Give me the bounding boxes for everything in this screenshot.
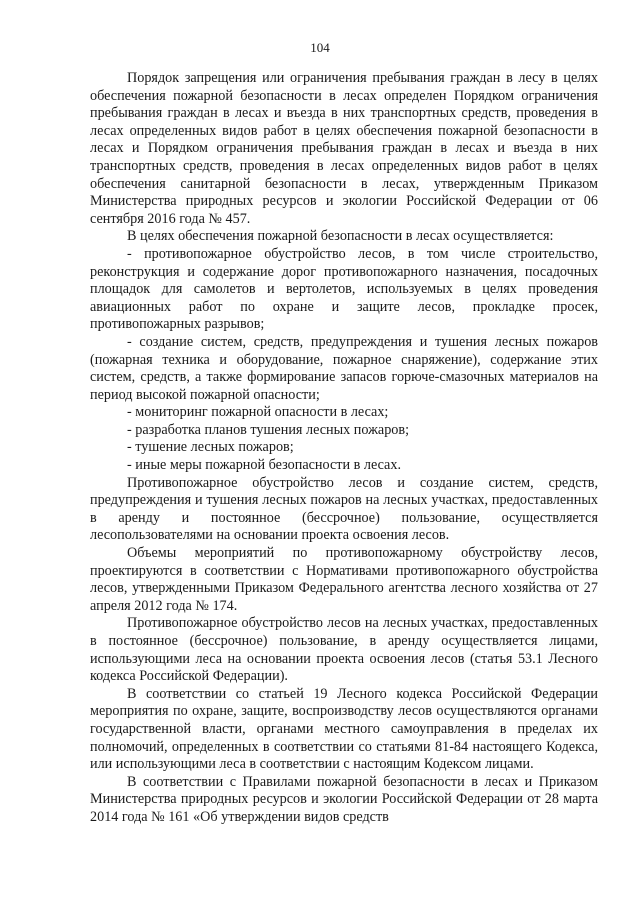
list-item: - иные меры пожарной безопасности в лесах. — [127, 457, 401, 474]
list-item: - мониторинг пожарной опасности в лесах; — [127, 404, 389, 421]
paragraph: Объемы мероприятий по противопожарному обустройству лесов, проектируются в соответствии с Нормативами противопожарного обустройства лесов, утвержденными Приказом Федерального агентства лесного хозяйства от 27 апреля 2012 года № 174. — [90, 545, 598, 614]
paragraph: В соответствии со статьей 19 Лесного кодекса Российской Федерации мероприятия по охране, защите, воспроизводству лесов осуществляются органами государственной власти, органами местного самоуправления в пределах их полномочий, определенных в соответствии со статьями 81-84 настоящего Кодекса, или использующими леса в соответствии с настоящим Кодексом лицами. — [90, 685, 598, 773]
paragraph: Порядок запрещения или ограничения пребывания граждан в лесу в целях обеспечения пожарной безопасности в лесах определен Порядком ограничения пребывания граждан в лесах и въезда в них транспортных средств, проведения в лесах определенных видов работ в целях обеспечения пожарной безопасности в лесах и Порядком ограничения пребывания граждан в лесах и въезда в них транспортных средств, проведения в лесах определенных видов работ в целях обеспечения санитарной безопасности в лесах, утвержденным Приказом Министерства природных ресурсов и экологии Российской Федерации от 06 сентября 2016 года № 457. — [90, 70, 598, 227]
paragraph: В целях обеспечения пожарной безопасности в лесах осуществляется: — [127, 228, 554, 245]
document-body — [90, 70, 598, 827]
paragraph: Противопожарное обустройство лесов на лесных участках, предоставленных в постоянное (бессрочное) пользование, в аренду осуществляется лицами, использующими леса на основании проекта освоения лесов (статья 53.1 Лесного кодекса Российской Федерации). — [90, 615, 598, 685]
paragraph: В соответствии с Правилами пожарной безопасности в лесах и Приказом Министерства природных ресурсов и экологии Российской Федерации от 28 марта 2014 года № 161 «Об утверждении видов средств — [90, 773, 598, 825]
list-item: - разработка планов тушения лесных пожаров; — [127, 421, 410, 438]
list-item: - тушение лесных пожаров; — [127, 439, 294, 456]
list-item: - противопожарное обустройство лесов, в том числе строительство, реконструкция и содержание дорог противопожарного назначения, посадочных площадок для самолетов и вертолетов, используемых в целях проведения авиационных работ по охране и защите лесов, прокладке просек, противопожарных разрывов; — [90, 245, 598, 333]
paragraph: Противопожарное обустройство лесов и создание систем, средств, предупреждения и тушения лесных пожаров на лесных участках, предоставленных в аренду и постоянное (бессрочное) пользование, осуществляется лесопользователями на основании проекта освоения лесов. — [90, 474, 598, 544]
page-number: 104 — [310, 40, 330, 55]
list-item: - создание систем, средств, предупреждения и тушения лесных пожаров (пожарная техника и оборудование, пожарное снаряжение), содержание этих систем, средств, а также формирование запасов горюче-смазочных материалов на период высокой пожарной опасности; — [90, 333, 598, 403]
